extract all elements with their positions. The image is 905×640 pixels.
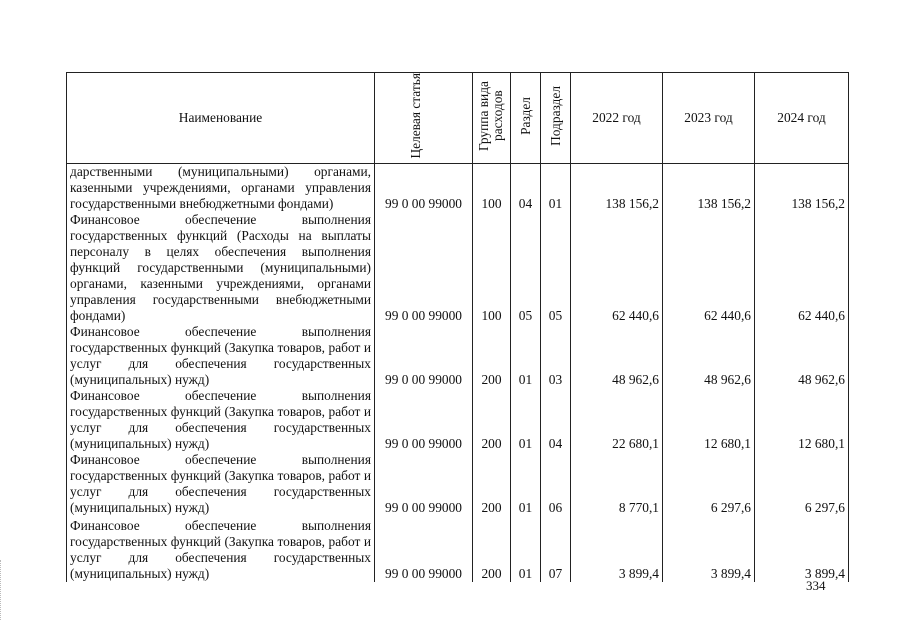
budget-table: [66, 72, 849, 582]
row-2022: 62 440,6: [571, 212, 663, 324]
row-subsection: 07: [541, 516, 571, 582]
row-target: 99 0 00 99000: [375, 388, 473, 452]
table-row: [67, 212, 849, 324]
header-2023: 2023 год: [663, 73, 755, 164]
row-group: 100: [473, 212, 511, 324]
row-section: 01: [511, 516, 541, 582]
table-row: [67, 516, 849, 582]
row-section: 04: [511, 164, 541, 213]
row-subsection: 05: [541, 212, 571, 324]
row-2023: 12 680,1: [663, 388, 755, 452]
table-row: [67, 324, 849, 388]
header-2024: 2024 год: [755, 73, 849, 164]
row-2023: 6 297,6: [663, 452, 755, 516]
row-2024: 48 962,6: [755, 324, 849, 388]
row-2023: 3 899,4: [663, 516, 755, 582]
header-2022: 2022 год: [571, 73, 663, 164]
row-name: Финансовое обеспечение выполнения государственных функций (Закупка товаров, работ и услуг для обеспечения государственных (муниципальных) нужд): [67, 516, 375, 582]
row-2023: 138 156,2: [663, 164, 755, 213]
row-2024: 12 680,1: [755, 388, 849, 452]
row-2022: 48 962,6: [571, 324, 663, 388]
row-group: 100: [473, 164, 511, 213]
row-section: 01: [511, 324, 541, 388]
row-2022: 3 899,4: [571, 516, 663, 582]
row-section: 01: [511, 388, 541, 452]
row-2022: 8 770,1: [571, 452, 663, 516]
row-name: дарственными (муниципальными) органами, казенными учреждениями, органами управления государственными внебюджетными фондами): [67, 164, 375, 213]
row-subsection: 04: [541, 388, 571, 452]
page-number: 334: [806, 578, 826, 593]
row-section: 05: [511, 212, 541, 324]
row-group: 200: [473, 324, 511, 388]
row-2024: 138 156,2: [755, 164, 849, 213]
row-subsection: 03: [541, 324, 571, 388]
header-subsection: Подраздел: [541, 73, 571, 164]
row-target: 99 0 00 99000: [375, 324, 473, 388]
row-2023: 62 440,6: [663, 212, 755, 324]
row-name: Финансовое обеспечение выполнения государственных функций (Закупка товаров, работ и услуг для обеспечения государственных (муниципальных) нужд): [67, 452, 375, 516]
row-2023: 48 962,6: [663, 324, 755, 388]
row-2024: 62 440,6: [755, 212, 849, 324]
row-section: 01: [511, 452, 541, 516]
table-header: [67, 73, 849, 164]
header-target: Целевая статья: [375, 73, 473, 164]
row-group: 200: [473, 516, 511, 582]
row-2022: 22 680,1: [571, 388, 663, 452]
table-row: [67, 388, 849, 452]
header-section: Раздел: [511, 73, 541, 164]
row-name: Финансовое обеспечение выполнения государственных функций (Расходы на выплаты персоналу в целях обеспечения выполнения функций государственными (муниципальными) органами, казенными учреждениями, органами управления государственными внебюджетными фондами): [67, 212, 375, 324]
table-row: [67, 452, 849, 516]
header-group: Группа вида расходов: [473, 73, 511, 164]
row-subsection: 06: [541, 452, 571, 516]
row-2024: 6 297,6: [755, 452, 849, 516]
scan-artifact: [0, 560, 7, 620]
header-name: Наименование: [67, 73, 375, 164]
row-group: 200: [473, 388, 511, 452]
row-2024: 3 899,4: [755, 516, 849, 582]
table-row: [67, 164, 849, 213]
row-target: 99 0 00 99000: [375, 452, 473, 516]
row-2022: 138 156,2: [571, 164, 663, 213]
row-name: Финансовое обеспечение выполнения государственных функций (Закупка товаров, работ и услуг для обеспечения государственных (муниципальных) нужд): [67, 388, 375, 452]
row-group: 200: [473, 452, 511, 516]
row-target: 99 0 00 99000: [375, 516, 473, 582]
row-name: Финансовое обеспечение выполнения государственных функций (Закупка товаров, работ и услуг для обеспечения государственных (муниципальных) нужд): [67, 324, 375, 388]
row-target: 99 0 00 99000: [375, 212, 473, 324]
row-target: 99 0 00 99000: [375, 164, 473, 213]
row-subsection: 01: [541, 164, 571, 213]
